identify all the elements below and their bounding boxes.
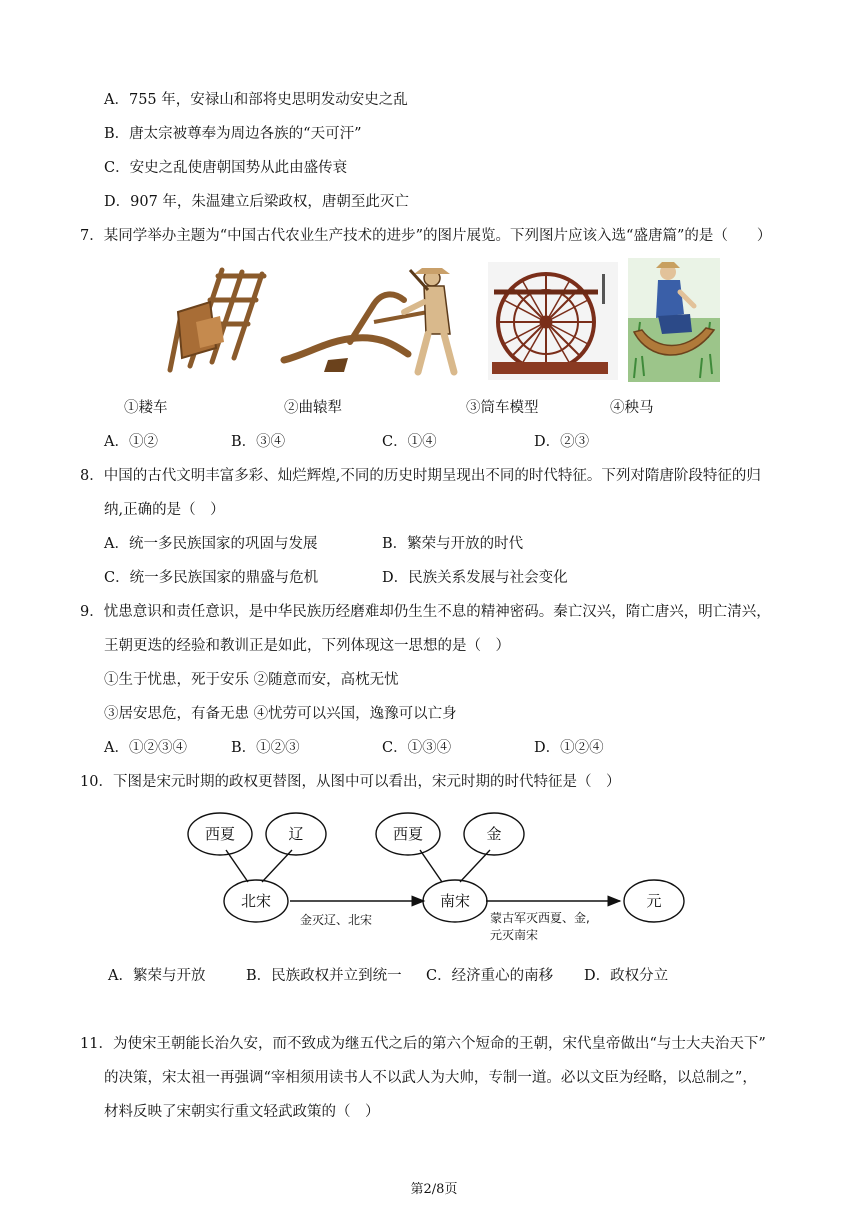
label-yuan: 元 xyxy=(646,892,662,910)
q6-option-d: D．907 年，朱温建立后梁政权，唐朝至此灭亡 xyxy=(104,194,409,210)
q9-item-line1: ①生于忧患，死于安乐 ②随意而安，高枕无忧 xyxy=(104,672,399,688)
q9-option-d: D．①②④ xyxy=(534,740,604,756)
q8-option-c: C．统一多民族国家的鼎盛与危机 xyxy=(104,570,319,586)
q9-option-c: C．①③④ xyxy=(382,740,452,756)
q10-option-b: B．民族政权并立到统一 xyxy=(246,968,402,984)
q8-option-b: B．繁荣与开放的时代 xyxy=(382,536,524,552)
q9-option-b: B．①②③ xyxy=(231,740,300,756)
caption-curved-plough: ②曲辕犁 xyxy=(284,400,342,416)
q6-option-a: A．755 年，安禄山和部将史思明发动安史之乱 xyxy=(104,92,408,108)
q9-option-a: A．①②③④ xyxy=(104,740,187,756)
page-number: 第2/8页 xyxy=(410,1182,458,1197)
q9-stem-line1: 9．忧患意识和责任意识，是中华民族历经磨难却仍生生不息的精神密码。秦亡汉兴，隋亡唐兴，明亡清兴， xyxy=(80,604,771,620)
connector-xixia-nansong xyxy=(420,850,442,882)
label-liao: 辽 xyxy=(288,825,304,843)
edge-label-jin-conquest: 金灭辽、北宋 xyxy=(300,913,373,927)
tube-wheel-picture xyxy=(488,262,618,380)
q10-stem: 10．下图是宋元时期的政权更替图，从图中可以看出，宋元时期的时代特征是（ ） xyxy=(80,774,621,790)
label-beisong: 北宋 xyxy=(240,892,272,910)
q10-option-d: D．政权分立 xyxy=(584,968,669,984)
q11-line1: 11．为使宋王朝能长治久安，而不致成为继五代之后的第六个短命的王朝，宋代皇帝做出“与士大夫治天下” xyxy=(80,1036,766,1052)
q8-option-d: D．民族关系发展与社会变化 xyxy=(382,570,568,586)
caption-seedling-horse: ④秧马 xyxy=(610,400,654,416)
label-xixia-1: 西夏 xyxy=(204,825,236,843)
q10-option-a: A．繁荣与开放 xyxy=(108,968,206,984)
q9-item-line2: ③居安思危，有备无患 ④忧劳可以兴国，逸豫可以亡身 xyxy=(104,706,457,722)
q8-stem-line2: 纳,正确的是（ ） xyxy=(104,502,225,518)
q10-option-c: C．经济重心的南移 xyxy=(426,968,554,984)
q7-option-b: B．③④ xyxy=(231,434,286,450)
label-jin: 金 xyxy=(486,825,502,843)
q11-line3: 材料反映了宋朝实行重文轻武政策的（ ） xyxy=(104,1104,380,1120)
q6-option-b: B．唐太宗被尊奉为周边各族的“天可汗” xyxy=(104,126,362,142)
edge-label-mongol-conquest-2: 元灭南宋 xyxy=(490,928,539,942)
seedling-horse-picture xyxy=(628,258,720,382)
label-nansong: 南宋 xyxy=(439,892,471,910)
q7-option-c: C．①④ xyxy=(382,434,437,450)
caption-tube-wheel: ③筒车模型 xyxy=(466,400,539,416)
q11-line2: 的决策，宋太祖一再强调“宰相须用读书人不以武人为大帅，专制一道。必以文臣为经略，以总制之”， xyxy=(104,1070,757,1086)
q9-stem-line2: 王朝更迭的经验和教训正是如此，下列体现这一思想的是（ ） xyxy=(104,638,510,654)
curved-plough-picture xyxy=(278,262,478,380)
seed-drill-picture xyxy=(160,262,270,374)
q8-stem-line1: 8．中国的古代文明丰富多彩、灿烂辉煌,不同的历史时期呈现出不同的时代特征。下列对隋唐阶段特征的归 xyxy=(80,468,761,484)
q6-option-c: C．安史之乱使唐朝国势从此由盛传衰 xyxy=(104,160,348,176)
q8-option-a: A．统一多民族国家的巩固与发展 xyxy=(104,536,318,552)
caption-seed-drill: ①耧车 xyxy=(124,400,168,416)
edge-label-mongol-conquest-1: 蒙古军灭西夏、金, xyxy=(490,911,590,925)
dynasty-succession-diagram xyxy=(170,806,700,956)
q7-option-a: A．①② xyxy=(104,434,158,450)
label-xixia-2: 西夏 xyxy=(392,825,424,843)
q7-stem: 7．某同学举办主题为“中国古代农业生产技术的进步”的图片展览。下列图片应该入选“盛唐篇”的是（ ） xyxy=(80,228,772,244)
q7-option-d: D．②③ xyxy=(534,434,590,450)
